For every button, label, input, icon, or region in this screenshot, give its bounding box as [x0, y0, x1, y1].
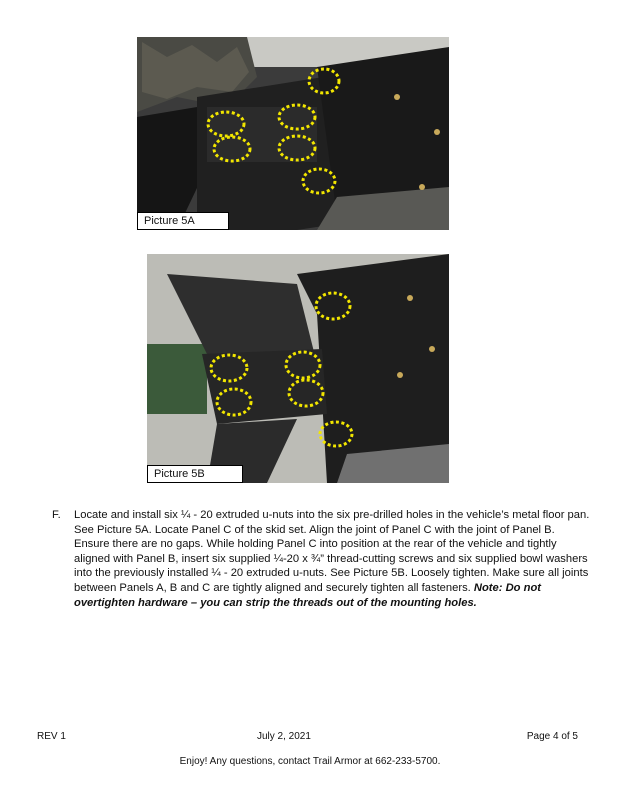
figure-caption: Picture 5A [137, 212, 229, 230]
contact-line: Enjoy! Any questions, contact Trail Armor at 662-233-5700. [179, 756, 441, 767]
footer-date: July 2, 2021 [257, 731, 311, 742]
instruction-step [52, 508, 590, 610]
photo-5a [137, 37, 449, 230]
photo-5b-image [147, 254, 449, 483]
step-letter: F. [52, 509, 61, 521]
photo-5a-image [137, 37, 449, 230]
figure-caption: Picture 5B [147, 465, 243, 483]
step-note: Note: Do not overtighten hardware – you can strip the threads out of the mounting holes. [74, 581, 541, 609]
page-number: Page 4 of 5 [526, 731, 578, 742]
step-text: Locate and install six ¼ - 20 extruded u-nuts into the six pre-drilled holes in the vehicle’s metal floor pan. See Picture 5A. Locate Panel C of the skid set. Align the joint of Panel C with the joint of Panel B. Ensure there are no gaps. While holding Panel C into position at the rear of the vehicle and tightly aligned with Panel B, insert six supplied ¼-20 x ¾” thread-cutting screws and six supplied bowl washers into the previously installed ¼ - 20 extruded u-nuts. See Picture 5B. Loosely tighten. Make sure all joints between Panels A, B and C are tightly aligned and securely tighten all fasteners. [74, 509, 590, 594]
revision-label: REV 1 [37, 731, 66, 742]
step-body [74, 508, 590, 610]
photo-5b [147, 254, 449, 483]
